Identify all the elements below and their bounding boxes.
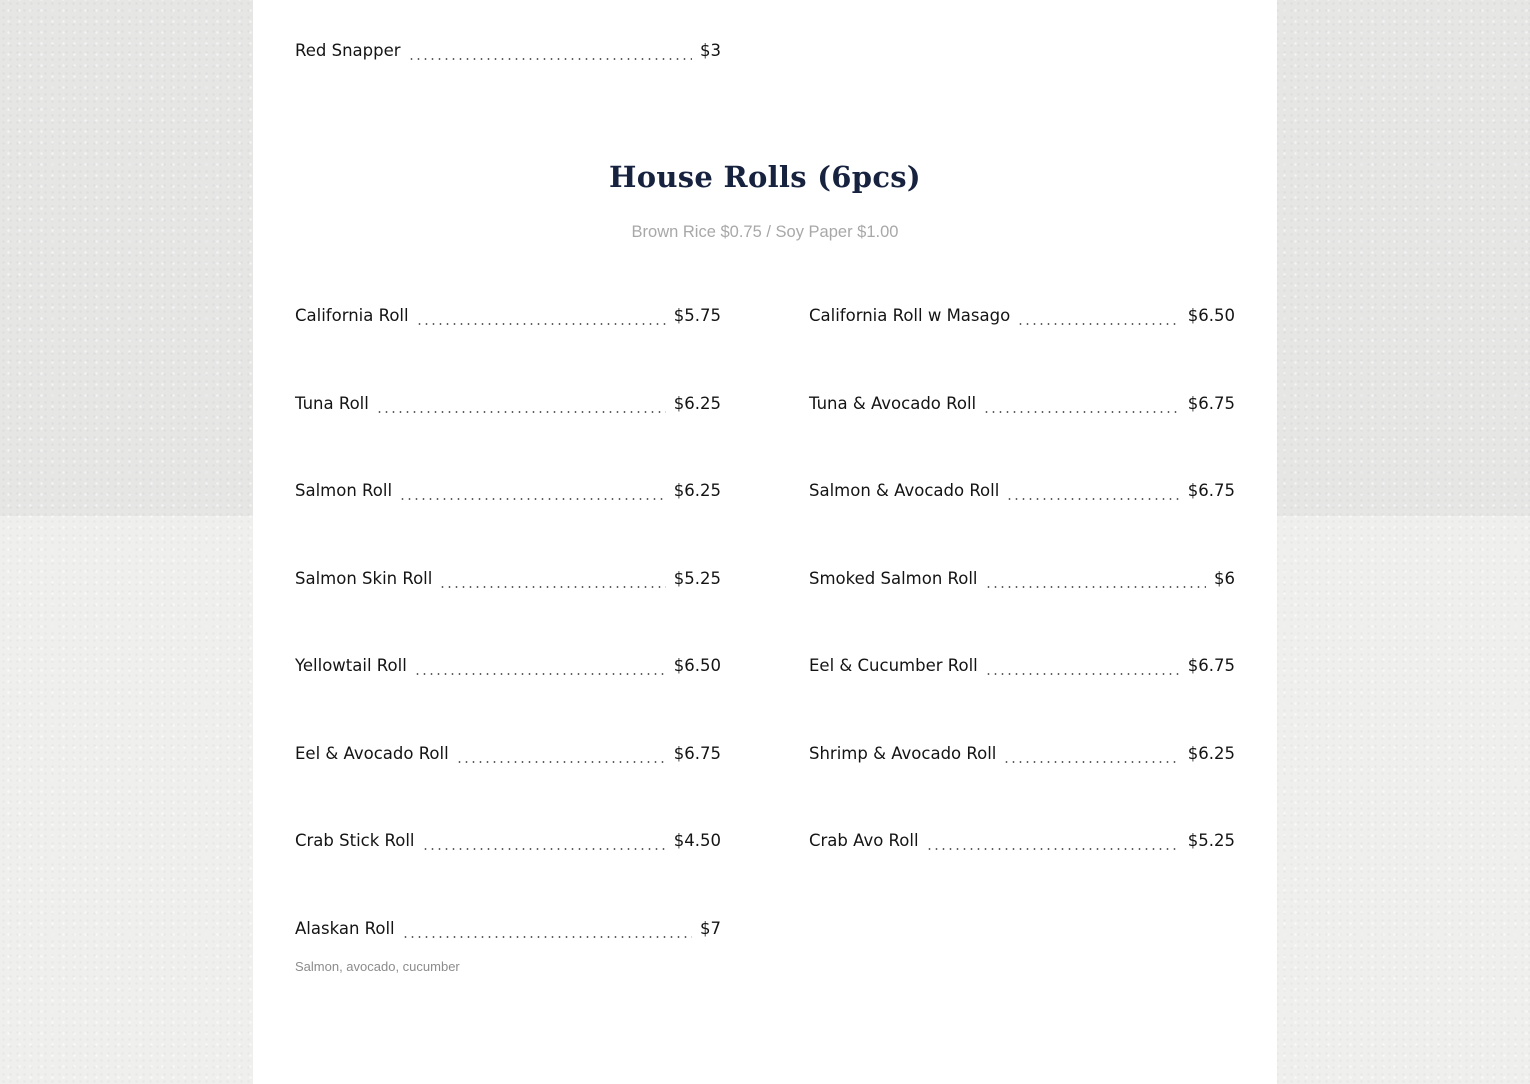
menu-item-red-snapper — [295, 41, 721, 65]
menu-item-name: Crab Avo Roll — [809, 831, 919, 850]
section-title: House Rolls (6pcs) — [609, 160, 921, 194]
menu-item-price: $6.75 — [673, 744, 721, 763]
menu-item-price: $6.75 — [1187, 394, 1235, 413]
menu-item-price: $6.50 — [673, 656, 721, 675]
dot-leader — [1006, 498, 1179, 500]
menu-item-price: $3 — [700, 41, 721, 60]
menu-item — [295, 744, 721, 768]
menu-item-price: $4.50 — [673, 831, 721, 850]
menu-item — [809, 744, 1235, 768]
menu-item-price: $5.25 — [1187, 831, 1235, 850]
menu-item-name: Salmon Skin Roll — [295, 569, 433, 588]
menu-item-name: Yellowtail Roll — [295, 656, 407, 675]
menu-item-name: California Roll w Masago — [809, 306, 1011, 325]
dot-leader — [1003, 761, 1179, 763]
menu-item — [295, 481, 721, 505]
dot-leader — [439, 586, 665, 588]
menu-item — [295, 394, 721, 418]
menu-item — [295, 569, 721, 593]
dot-leader — [399, 498, 666, 500]
menu-item-name: Eel & Cucumber Roll — [809, 656, 978, 675]
menu-item-price: $6.25 — [673, 394, 721, 413]
menu-item — [809, 656, 1235, 680]
dot-leader — [422, 848, 666, 850]
dot-leader — [926, 848, 1180, 850]
menu-item-price: $5.25 — [673, 569, 721, 588]
menu-item — [295, 656, 721, 680]
menu-item-name: Salmon & Avocado Roll — [809, 481, 1000, 500]
menu-item-description: Salmon, avocado, cucumber — [295, 959, 460, 974]
dot-leader — [456, 761, 666, 763]
menu-item-name: Smoked Salmon Roll — [809, 569, 978, 588]
dot-leader — [985, 586, 1206, 588]
menu-item-price: $5.75 — [673, 306, 721, 325]
section-subtitle: Brown Rice $0.75 / Soy Paper $1.00 — [631, 223, 899, 241]
dot-leader — [1017, 323, 1180, 325]
menu-item — [809, 394, 1235, 418]
menu-item-name: Crab Stick Roll — [295, 831, 415, 850]
menu-item-price: $6.25 — [673, 481, 721, 500]
menu-item-price: $6.75 — [1187, 481, 1235, 500]
menu-item-price: $6 — [1214, 569, 1235, 588]
menu-item — [809, 569, 1235, 593]
dot-leader — [414, 673, 666, 675]
menu-item — [809, 831, 1235, 855]
menu-item-name: Shrimp & Avocado Roll — [809, 744, 997, 763]
menu-item — [809, 481, 1235, 505]
menu-item — [295, 919, 721, 943]
menu-item-price: $6.75 — [1187, 656, 1235, 675]
dot-leader — [985, 673, 1180, 675]
dot-leader — [376, 411, 666, 413]
menu-item-price: $6.50 — [1187, 306, 1235, 325]
menu-item-name: Tuna & Avocado Roll — [809, 394, 977, 413]
menu-item-name: Tuna Roll — [295, 394, 369, 413]
menu-item-name: Salmon Roll — [295, 481, 393, 500]
dot-leader — [983, 411, 1180, 413]
menu-item — [295, 306, 721, 330]
menu-item-price: $7 — [700, 919, 721, 938]
dot-leader — [416, 323, 666, 325]
dot-leader — [408, 58, 692, 60]
menu-item — [295, 831, 721, 855]
menu-item-price: $6.25 — [1187, 744, 1235, 763]
menu-item-name: Eel & Avocado Roll — [295, 744, 449, 763]
menu-item-name: Red Snapper — [295, 41, 401, 60]
menu-item — [809, 306, 1235, 330]
menu-item-name: California Roll — [295, 306, 409, 325]
menu-item-name: Alaskan Roll — [295, 919, 395, 938]
dot-leader — [402, 936, 692, 938]
